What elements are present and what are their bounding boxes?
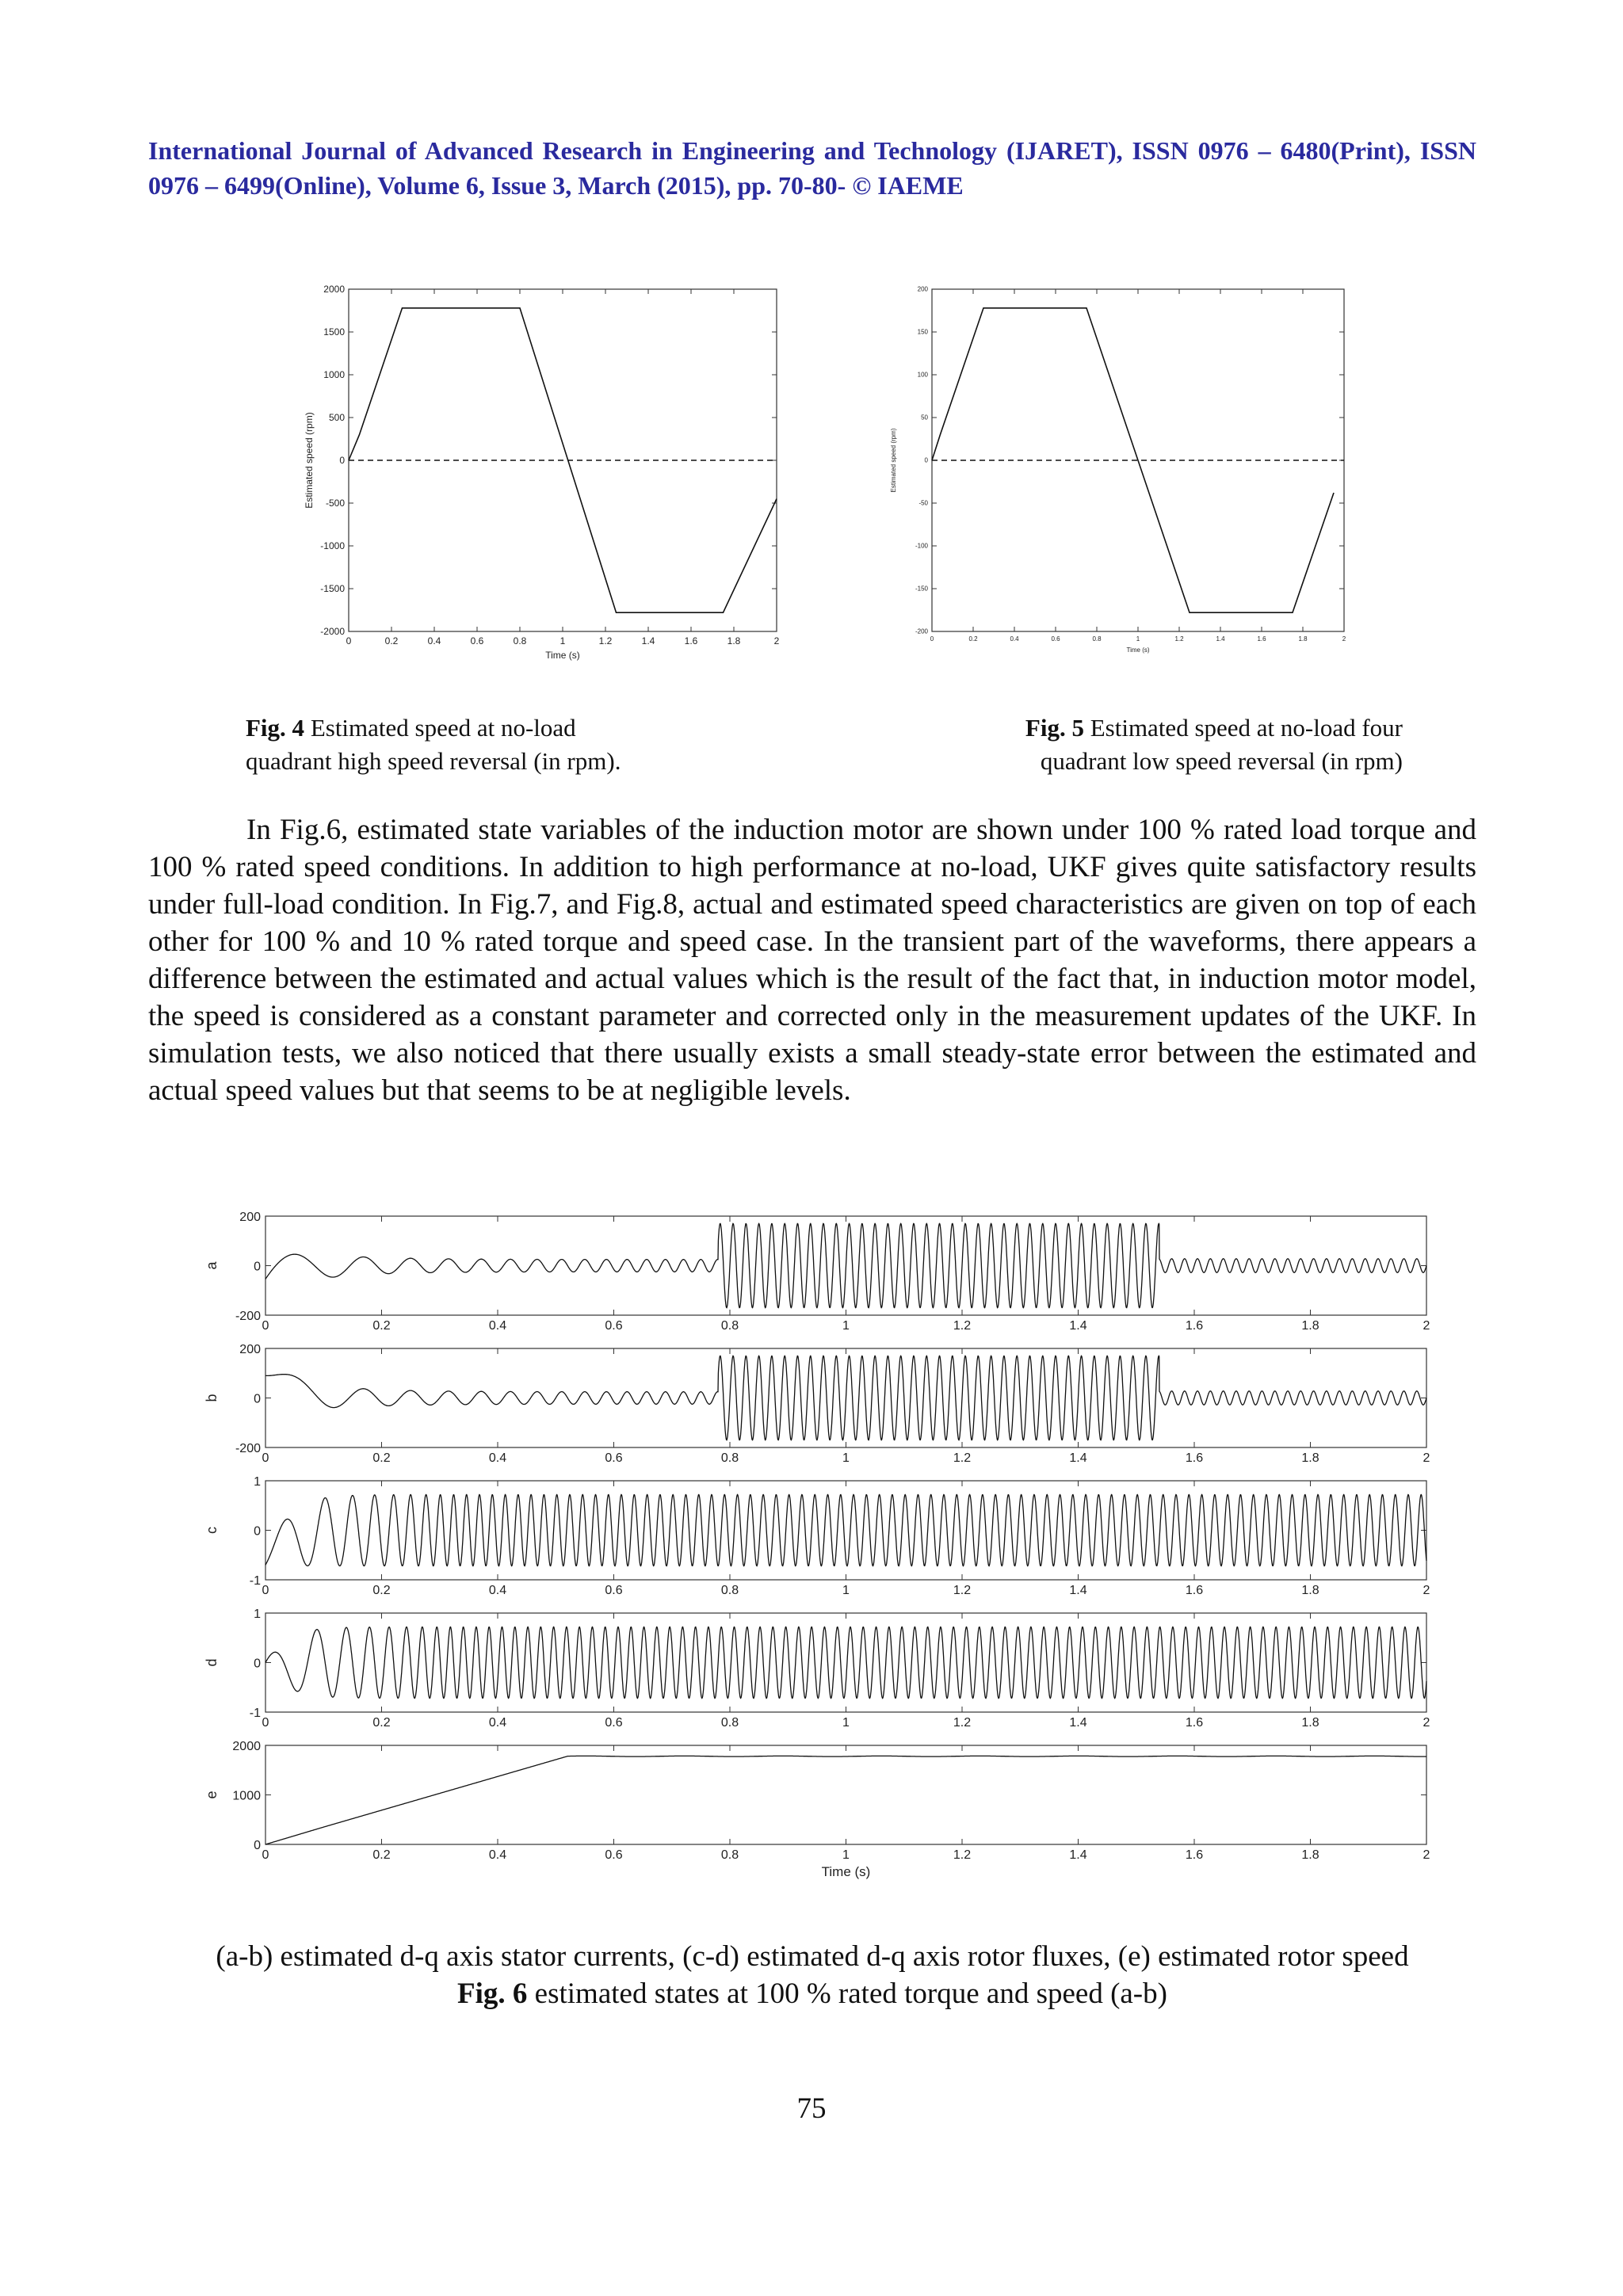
fig6-panel-b-ytick-label: -200 (235, 1442, 261, 1455)
fig4-xtick-label: 1.4 (641, 635, 655, 646)
fig4-xtick-label: 0.4 (427, 635, 441, 646)
fig6-panel-c-ylabel: c (204, 1527, 220, 1534)
fig6-panel-b-xtick-label: 1.8 (1301, 1451, 1319, 1465)
fig6-panel-a-xtick-label: 0.4 (488, 1319, 507, 1333)
fig6-panel-a-xtick-label: 0.2 (372, 1319, 391, 1333)
fig5-xlabel: Time (s) (1126, 646, 1150, 654)
fig6-panel-a-xtick-label: 0 (262, 1319, 269, 1333)
fig6-panel-d-xtick-label: 0.2 (372, 1716, 391, 1730)
fig5-ytick-label: 50 (921, 414, 928, 421)
fig6-panel-e-xtick-label: 1.2 (953, 1848, 972, 1862)
fig4-ylabel: Estimated speed (rpm) (304, 412, 315, 509)
fig6-panel-e-xtick-label: 0.8 (720, 1848, 739, 1862)
body-paragraph: In Fig.6, estimated state variables of the induction motor are shown under 100 % rated load torque and 100 % rated speed conditions. In addition to high performance at no-load, UKF gives quite satisfactory results under full-load condition. In Fig.7, and Fig.8, actual and estimated speed characteristics are given on top of each other for 100 % and 10 % rated torque and speed case. In the transient part of the waveforms, there appears a difference between the estimated and actual values which is the result of the fact that, in induction motor model, the speed is considered as a constant parameter and corrected only in the measurement updates of the UKF. In simulation tests, we also noticed that there usually exists a small steady-state error between the estimated and actual speed values but that seems to be at negligible levels. (148, 814, 1476, 1107)
fig4-ytick-label: 1500 (323, 326, 345, 338)
fig6-caption (148, 1938, 1476, 2012)
fig6-panel-a-xtick-label: 1.2 (953, 1319, 972, 1333)
fig6-panel-e-waveform (265, 1756, 1426, 1844)
fig4-label: Fig. 4 (246, 714, 305, 742)
fig4-svg (285, 277, 792, 673)
fig6-caption-line (148, 1975, 1476, 2012)
fig6-panel-e-xtick-label: 0 (262, 1848, 269, 1862)
fig6-panel-c-waveform (265, 1495, 1426, 1566)
fig6-panel-e-xtick-label: 1 (842, 1848, 850, 1862)
fig6-panel-d-xtick-label: 1.4 (1069, 1716, 1087, 1730)
journal-header: International Journal of Advanced Research in Engineering and Technology (IJARET), ISSN 0976 – 6480(Print), ISSN 0976 – 6499(Online), Volume 6, Issue 3, March (2015), pp. 70-80- © IAEME (148, 136, 1476, 200)
fig5-chart (888, 277, 1355, 666)
fig5-xtick-label: 1.2 (1174, 635, 1184, 643)
fig6-subcaption: (a-b) estimated d-q axis stator currents, (c-d) estimated d-q axis rotor fluxes, (e) estimated rotor speed (216, 1940, 1409, 1973)
fig6-panel-e-ylabel: e (204, 1791, 220, 1799)
fig4-xtick-label: 0.2 (384, 635, 399, 646)
fig5-ytick-label: 150 (917, 328, 928, 336)
fig6-panel-c-xtick-label: 0 (262, 1584, 269, 1597)
fig6-panel-a-xtick-label: 1.8 (1301, 1319, 1319, 1333)
fig6-panel-d-xtick-label: 0 (262, 1716, 269, 1730)
fig5-xtick-label: 1.6 (1257, 635, 1266, 643)
fig6-panel-b-xtick-label: 0.2 (372, 1451, 391, 1465)
fig5-xtick-label: 1.4 (1216, 635, 1225, 643)
fig4-ytick-label: -1500 (320, 583, 345, 594)
fig6-panel-b-xtick-label: 0 (262, 1451, 269, 1465)
fig5-xtick-label: 0 (930, 635, 934, 643)
fig6-panel-a-ytick-label: 0 (254, 1260, 261, 1274)
fig6-panel-d-xtick-label: 1.8 (1301, 1716, 1319, 1730)
fig6-panel-e-xtick-label: 1.4 (1069, 1848, 1087, 1862)
fig4-ytick-label: 1000 (323, 369, 345, 380)
fig6-panel-e-xtick-label: 1.8 (1301, 1848, 1319, 1862)
fig6-chart (190, 1208, 1458, 1890)
fig6-panel-d-xtick-label: 2 (1423, 1716, 1430, 1730)
fig4-xtick-label: 0.8 (513, 635, 527, 646)
fig5-xtick-label: 0.4 (1010, 635, 1019, 643)
fig6-panel-a-ylabel: a (204, 1261, 220, 1270)
fig6-panel-a-xtick-label: 0.8 (720, 1319, 739, 1333)
fig5-xtick-label: 2 (1342, 635, 1346, 643)
fig6-panel-b-xtick-label: 1 (842, 1451, 850, 1465)
fig6-panel-a-waveform (265, 1223, 1426, 1307)
fig4-ytick-label: -1000 (320, 540, 345, 551)
fig4-xtick-label: 1.6 (684, 635, 698, 646)
fig6-panel-c-ytick-label: 1 (254, 1475, 261, 1489)
fig6-panel-e-xtick-label: 0.4 (488, 1848, 507, 1862)
fig6-label: Fig. 6 (457, 1978, 528, 2010)
fig4-xtick-label: 2 (773, 635, 780, 646)
fig6-panel-b-xtick-label: 1.6 (1185, 1451, 1204, 1465)
page-number: 75 (796, 2092, 827, 2125)
fig6-panel-b-ytick-label: 200 (239, 1343, 261, 1356)
fig6-panel-d-box (265, 1613, 1426, 1712)
fig6-xlabel: Time (s) (821, 1864, 871, 1879)
fig6-panel-c-xtick-label: 1.6 (1185, 1584, 1204, 1597)
fig5-ytick-label: -200 (915, 627, 928, 635)
fig5-xtick-label: 1.8 (1298, 635, 1308, 643)
fig4-ytick-label: -2000 (320, 626, 345, 637)
fig6-panel-d-xtick-label: 0.8 (720, 1716, 739, 1730)
fig6-panel-b-ytick-label: 0 (254, 1392, 261, 1406)
fig6-panel-c-xtick-label: 0.2 (372, 1584, 391, 1597)
fig6-panel-d-xtick-label: 1 (842, 1716, 850, 1730)
fig6-panel-b-xtick-label: 1.4 (1069, 1451, 1087, 1465)
fig5-ytick-label: 0 (924, 456, 928, 464)
fig4-ytick-label: -500 (325, 498, 345, 509)
fig4-xtick-label: 0.6 (470, 635, 484, 646)
fig4-xtick-label: 1.8 (727, 635, 741, 646)
fig5-svg (888, 277, 1355, 666)
fig5-xtick-label: 0.6 (1051, 635, 1060, 643)
fig4-caption-line1: Estimated speed at no-load (310, 714, 576, 742)
fig4-xlabel: Time (s) (545, 650, 580, 661)
fig4-ytick-label: 0 (339, 455, 345, 466)
fig6-panel-e-xtick-label: 0.2 (372, 1848, 391, 1862)
fig5-ytick-label: -50 (918, 499, 928, 507)
fig6-panel-e-box (265, 1745, 1426, 1844)
fig5-xtick-label: 0.2 (968, 635, 978, 643)
fig6-panel-c-xtick-label: 0.4 (488, 1584, 507, 1597)
fig6-panel-e-ytick-label: 2000 (232, 1740, 261, 1753)
fig4-ytick-label: 2000 (323, 284, 345, 295)
fig5-caption (959, 711, 1403, 778)
fig6-panel-b-xtick-label: 0.4 (488, 1451, 507, 1465)
fig6-panel-c-xtick-label: 1.2 (953, 1584, 972, 1597)
fig6-panel-a-ytick-label: -200 (235, 1310, 261, 1323)
fig6-panel-e-xtick-label: 1.6 (1185, 1848, 1204, 1862)
fig5-ytick-label: -100 (915, 542, 928, 550)
fig6-panel-d-ytick-label: -1 (249, 1707, 261, 1720)
fig6-panel-c-xtick-label: 1.4 (1069, 1584, 1087, 1597)
fig6-panel-a-xtick-label: 2 (1423, 1319, 1430, 1333)
fig6-panel-d-xtick-label: 1.2 (953, 1716, 972, 1730)
fig4-chart (285, 277, 792, 673)
fig4-caption-line2: quadrant high speed reversal (in rpm). (246, 747, 621, 775)
fig6-panel-e-xtick-label: 0.6 (605, 1848, 623, 1862)
fig6-panel-c-xtick-label: 1 (842, 1584, 850, 1597)
fig5-ytick-label: 200 (917, 285, 928, 293)
fig6-panel-a-xtick-label: 0.6 (605, 1319, 623, 1333)
fig4-xtick-label: 0 (346, 635, 352, 646)
fig6-panel-e-xtick-label: 2 (1423, 1848, 1430, 1862)
fig6-panel-d-xtick-label: 0.4 (488, 1716, 507, 1730)
fig5-xtick-label: 1 (1136, 635, 1140, 643)
fig4-xtick-label: 1.2 (598, 635, 613, 646)
fig5-ytick-label: -150 (915, 585, 928, 593)
fig6-panel-d-xtick-label: 1.6 (1185, 1716, 1204, 1730)
fig6-panel-a-xtick-label: 1.6 (1185, 1319, 1204, 1333)
fig5-caption-line2: quadrant low speed reversal (in rpm) (1040, 747, 1403, 775)
fig4-xtick-label: 1 (559, 635, 566, 646)
fig5-label: Fig. 5 (1025, 714, 1084, 742)
fig6-panel-d-xtick-label: 0.6 (605, 1716, 623, 1730)
fig6-panel-c-ytick-label: 0 (254, 1524, 261, 1539)
fig6-panel-e-ytick-label: 0 (254, 1839, 261, 1852)
fig6-panel-d-ytick-label: 1 (254, 1608, 261, 1621)
fig6-svg (190, 1208, 1458, 1890)
fig6-panel-b-xtick-label: 2 (1423, 1451, 1430, 1465)
fig6-panel-a-xtick-label: 1.4 (1069, 1319, 1087, 1333)
fig6-panel-b-ylabel: b (204, 1394, 220, 1402)
fig6-panel-c-xtick-label: 1.8 (1301, 1584, 1319, 1597)
fig4-ytick-label: 500 (328, 412, 345, 423)
fig5-ytick-label: 100 (917, 371, 928, 379)
fig6-panel-b-waveform (265, 1356, 1426, 1440)
fig6-panel-c-xtick-label: 0.8 (720, 1584, 739, 1597)
fig4-caption (246, 711, 737, 778)
fig6-panel-d-ytick-label: 0 (254, 1657, 261, 1671)
fig6-panel-b-xtick-label: 1.2 (953, 1451, 972, 1465)
fig6-caption-text: estimated states at 100 % rated torque and speed (a-b) (534, 1978, 1167, 2010)
fig6-panel-c-ytick-label: -1 (249, 1574, 261, 1588)
fig6-panel-a-ytick-label: 200 (239, 1211, 261, 1224)
fig5-ylabel: Estimated speed (rpm) (890, 428, 897, 493)
fig6-panel-e-ytick-label: 1000 (232, 1789, 261, 1803)
fig6-panel-b-xtick-label: 0.6 (605, 1451, 623, 1465)
fig6-panel-c-xtick-label: 2 (1423, 1584, 1430, 1597)
fig5-caption-line1: Estimated speed at no-load four (1090, 714, 1403, 742)
fig6-panel-d-waveform (265, 1627, 1426, 1699)
fig6-panel-a-xtick-label: 1 (842, 1319, 850, 1333)
fig6-panel-d-ylabel: d (204, 1658, 220, 1667)
fig6-panel-c-xtick-label: 0.6 (605, 1584, 623, 1597)
fig5-xtick-label: 0.8 (1092, 635, 1102, 643)
fig6-panel-b-xtick-label: 0.8 (720, 1451, 739, 1465)
